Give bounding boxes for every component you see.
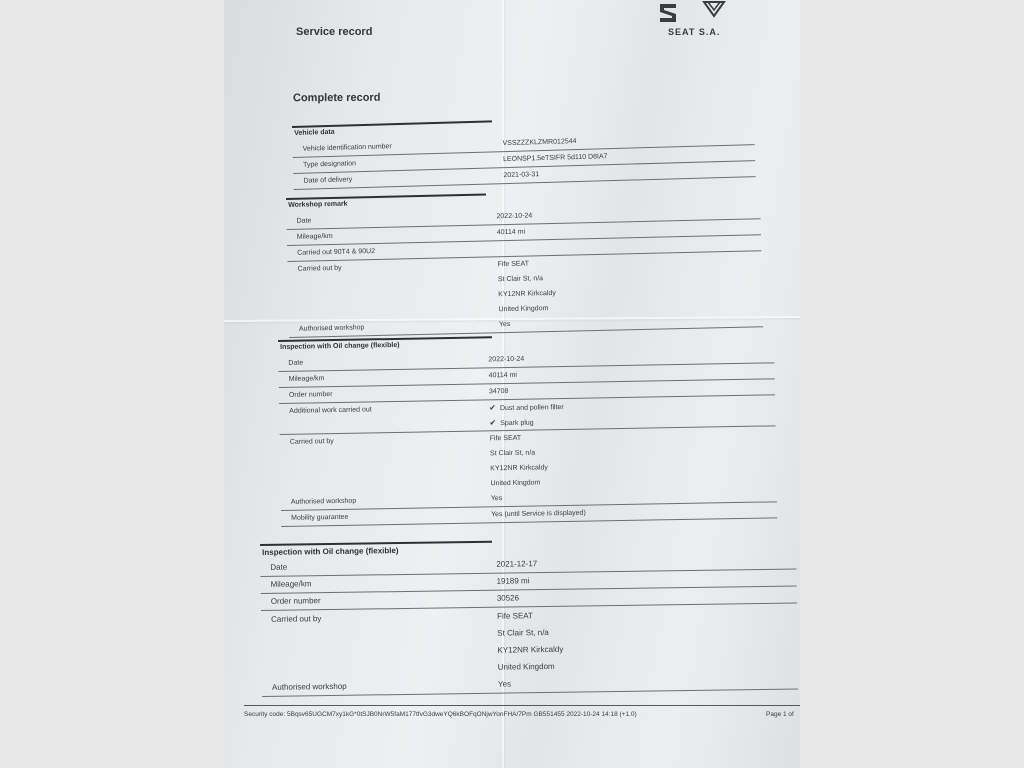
row-value: 34708 [488, 387, 509, 396]
address-line: United Kingdom [497, 661, 555, 672]
row-value: Yes [497, 679, 512, 689]
workshop-carried-out-row [287, 251, 762, 322]
seat-logo-icon [654, 0, 734, 44]
row-value: 19189 mi [496, 576, 530, 586]
additional-item-label: Spark plug [500, 419, 534, 428]
inspection-carried-out-row [280, 426, 777, 495]
row-label: Order number [288, 391, 333, 399]
check-icon: ✔ [489, 403, 496, 413]
row-value: Yes (until Service is displayed) [491, 509, 586, 519]
check-icon: ✔ [489, 418, 497, 428]
row-label: Authorised workshop [298, 324, 365, 333]
row-value: 40114 mi [496, 228, 526, 237]
row-label: Type designation [303, 160, 357, 169]
heading-rule [292, 120, 492, 128]
security-code: Security code: 5Bqsv65UGCM7xy1kG*0tSJB0NrW5faM177tfvG3dweYQ6kBOFqONjwYonFHA/7Pm GB551455 2022-10-24 14:18 (+1.0) [244, 711, 637, 718]
page-number: Page 1 of [766, 711, 794, 718]
row-value: Yes [490, 495, 503, 503]
address-line: St Clair St, n/a [489, 449, 536, 458]
row-label: Date [296, 217, 312, 225]
row-label: Date of delivery [303, 176, 353, 185]
row-label: Mobility guarantee [291, 513, 349, 522]
section-heading-label: Inspection with Oil change (flexible) [280, 341, 400, 351]
address-line: Fife SEAT [497, 260, 530, 269]
section-heading-label: Workshop remark [288, 200, 348, 209]
address-line: United Kingdom [498, 305, 549, 314]
row-label: Authorised workshop [271, 681, 347, 692]
address-line: KY12NR Kirkcaldy [490, 464, 548, 473]
row-label: Additional work carried out [289, 406, 372, 415]
row-value: LEONSP1.5eTSIFR 5d110 D8IA7 [502, 153, 608, 164]
row-label: Order number [270, 596, 321, 606]
row-value: 2022-10-24 [496, 212, 533, 221]
inspection-section-2 [260, 537, 798, 697]
row-value: 2021-12-17 [496, 559, 538, 569]
inspection-section-1 [278, 331, 777, 527]
section-heading-label: Inspection with Oil change (flexible) [262, 546, 399, 557]
vehicle-data-section [292, 113, 756, 190]
row-value: VSSZZZKLZMR012544 [502, 138, 577, 148]
row-label: Date [288, 359, 304, 367]
address-line: United Kingdom [490, 479, 541, 488]
address-line: St Clair St, n/a [497, 627, 549, 638]
row-label: Carried out by [289, 438, 334, 446]
section-heading-label: Vehicle data [294, 128, 335, 137]
service-record-document [224, 0, 800, 768]
row-value: Yes [498, 320, 511, 329]
heading-rule [260, 541, 492, 546]
address-line: Fife SEAT [489, 434, 522, 443]
row-value: 30526 [496, 593, 520, 603]
address-line: KY12NR Kirkcaldy [498, 289, 556, 299]
row-label: Carried out 90T4 & 90U2 [297, 247, 376, 257]
row-label: Carried out by [270, 614, 322, 624]
footer-rule [244, 705, 800, 706]
workshop-remark-section [286, 187, 763, 338]
address-line: Fife SEAT [496, 611, 533, 621]
row-value: 2021-03-31 [503, 171, 540, 180]
row-label: Vehicle identification number [302, 143, 392, 153]
inspection-carried-out-row [261, 604, 798, 679]
brand-name: SEAT S.A. [668, 27, 721, 37]
document-title: Service record [296, 26, 373, 38]
row-label: Carried out by [297, 264, 342, 273]
row-value: 2022-10-24 [488, 355, 525, 364]
row-label: Mileage/km [296, 232, 333, 241]
row-value: 40114 mi [488, 371, 517, 380]
row-label: Mileage/km [288, 375, 325, 383]
row-label: Date [270, 562, 288, 572]
additional-item-label: Dust and pollen filter [499, 404, 564, 413]
address-line: KY12NR Kirkcaldy [497, 644, 564, 655]
heading-rule [286, 193, 486, 200]
document-subtitle: Complete record [292, 91, 381, 105]
address-line: St Clair St, n/a [497, 275, 544, 284]
row-label: Mileage/km [270, 579, 312, 589]
row-label: Authorised workshop [290, 497, 357, 506]
